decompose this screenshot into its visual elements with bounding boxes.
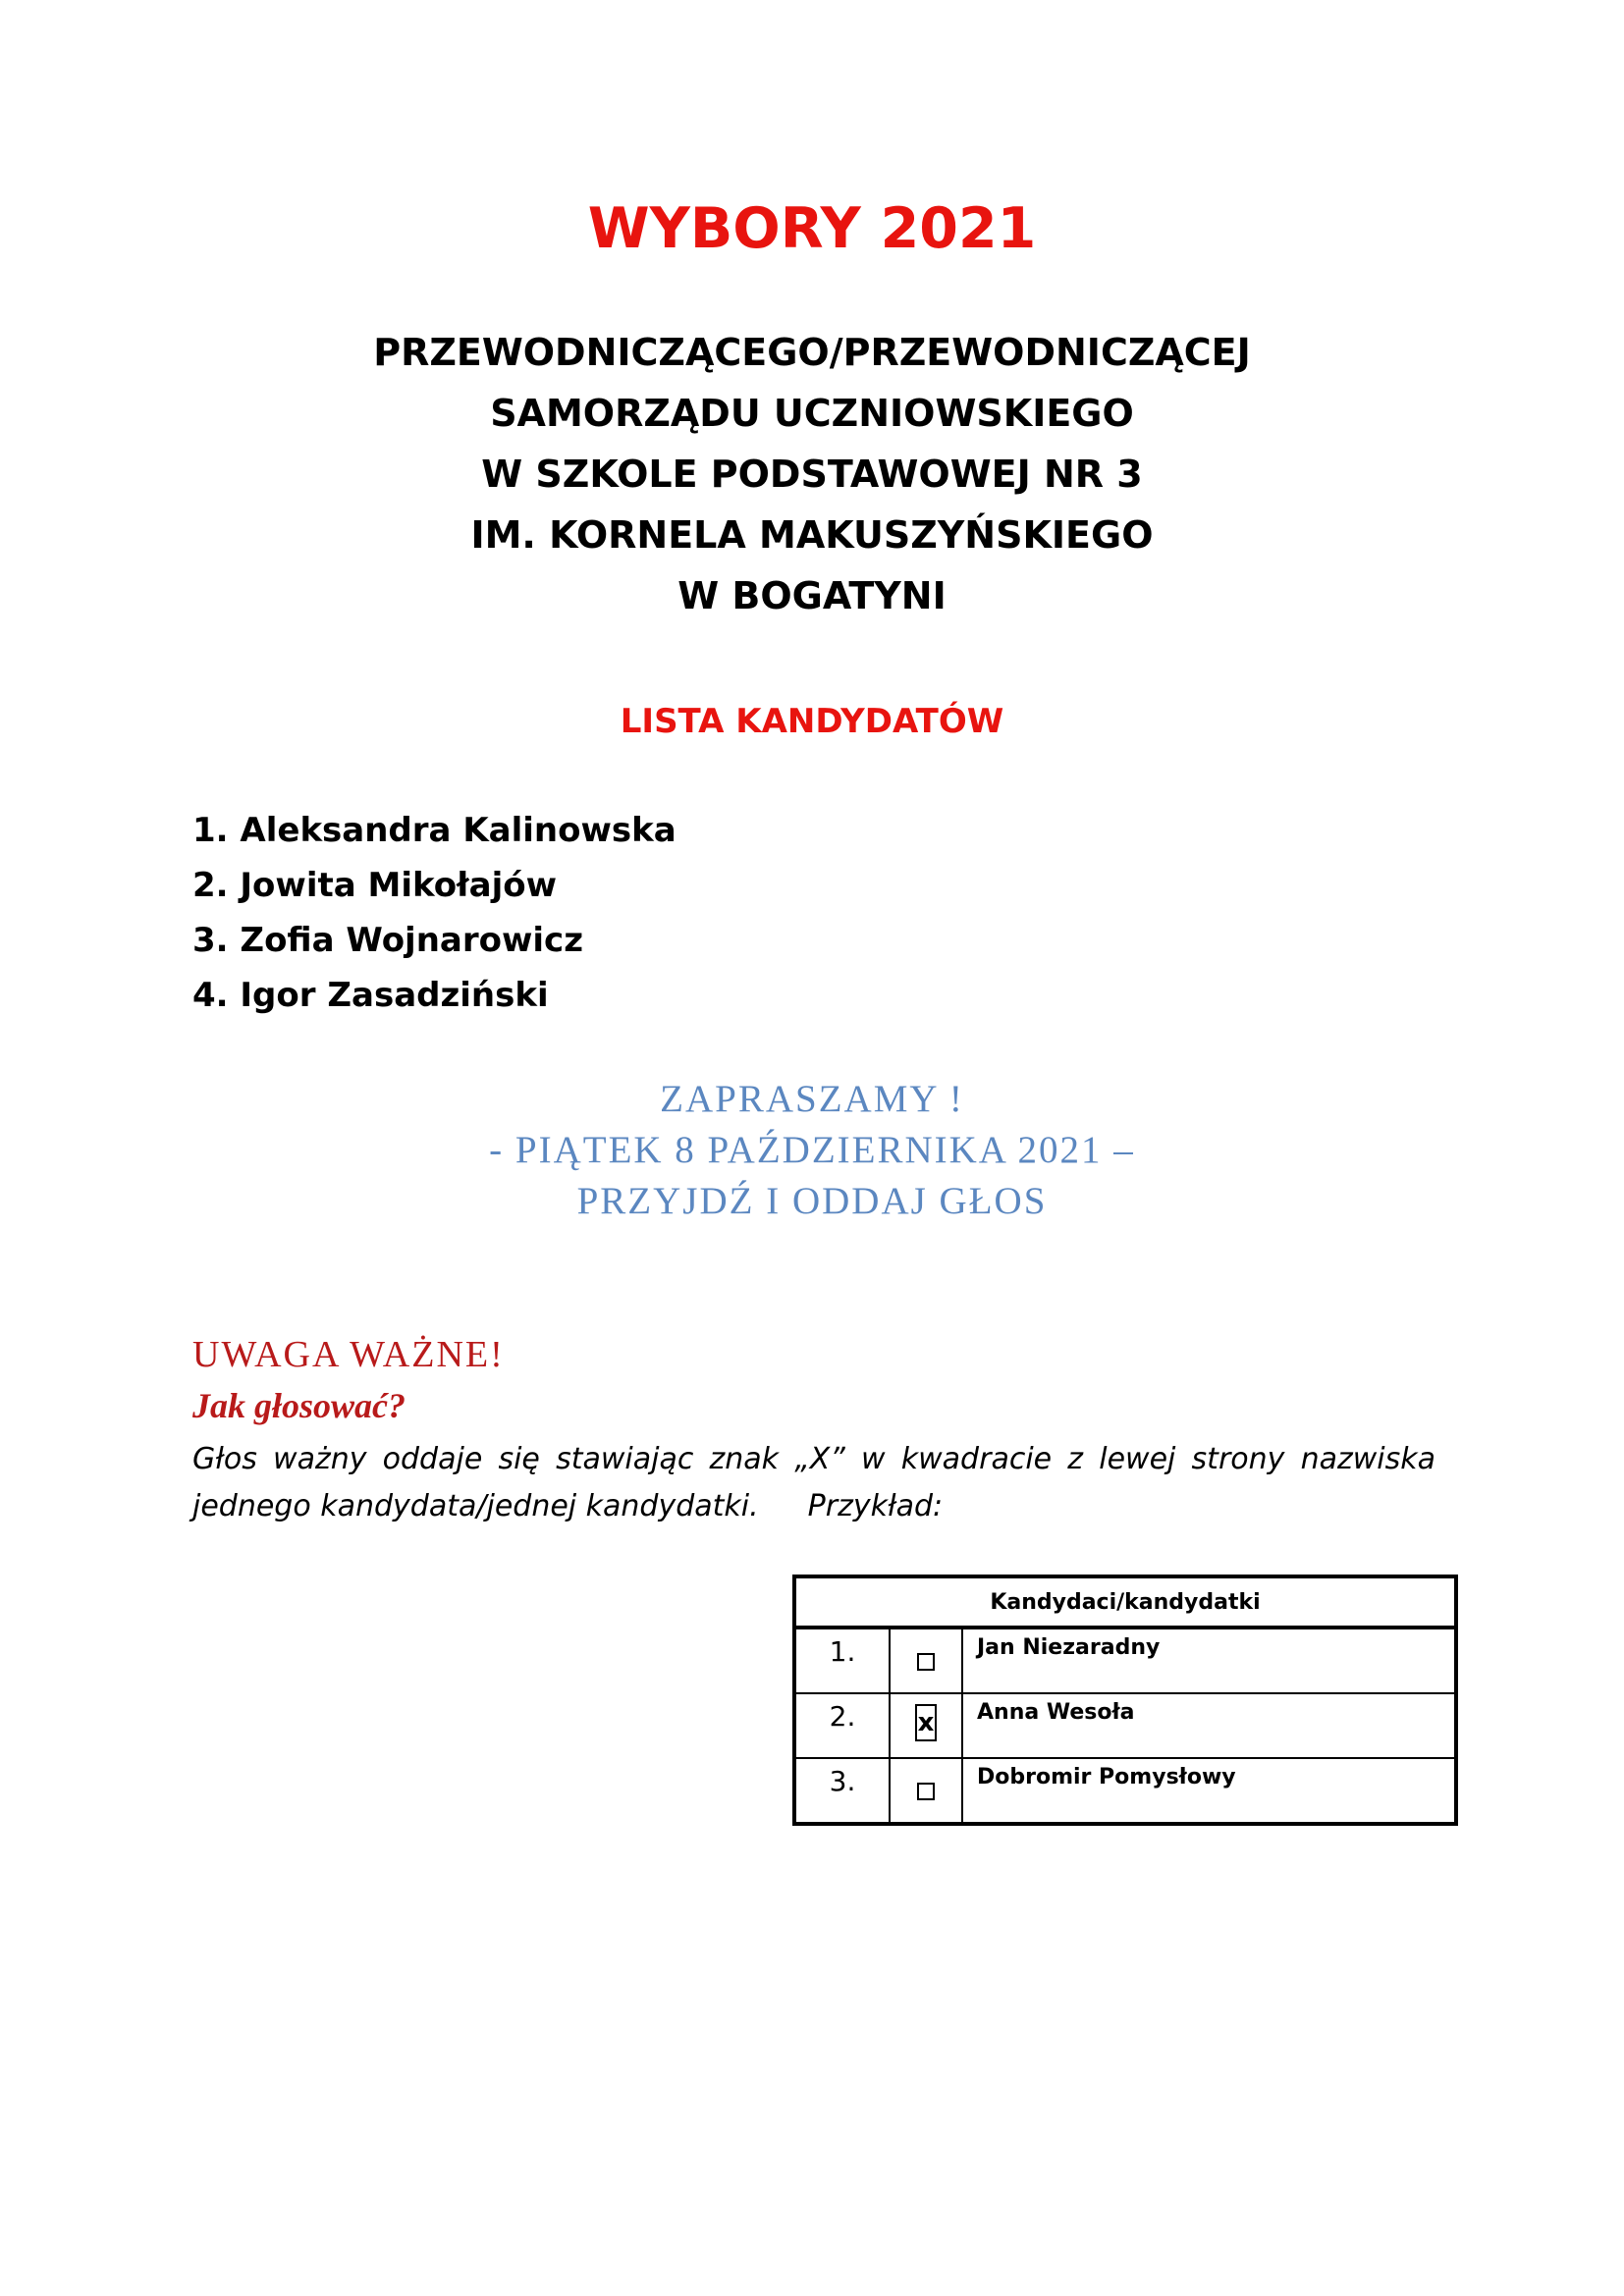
voting-instruction (192, 1436, 1435, 1530)
page-title: WYBORY 2021 (587, 196, 1037, 261)
candidate-list (192, 803, 677, 1023)
ballot-candidate-name: Jan Niezaradny (962, 1628, 1456, 1693)
ballot-checkbox-cell (890, 1693, 962, 1758)
ballot-checkbox-cell (890, 1758, 962, 1824)
invitation-block (0, 1074, 1624, 1227)
example-label: Przykład: (807, 1489, 944, 1523)
ballot-row-number: 2. (794, 1693, 890, 1758)
candidate-list-heading: LISTA KANDYDATÓW (620, 702, 1004, 741)
candidate-item: 4. Igor Zasadziński (192, 976, 549, 1015)
subtitle-line: IM. KORNELA MAKUSZYŃSKIEGO (470, 513, 1154, 557)
marked-checkbox[interactable]: x (915, 1704, 937, 1741)
candidate-item: 3. Zofia Wojnarowicz (192, 921, 583, 960)
ballot-row-number: 1. (794, 1628, 890, 1693)
empty-checkbox[interactable] (917, 1653, 935, 1671)
candidate-item: 1. Aleksandra Kalinowska (192, 811, 677, 850)
ballot-checkbox-cell (890, 1628, 962, 1693)
ballot-candidate-name: Dobromir Pomysłowy (962, 1758, 1456, 1824)
ballot-row (794, 1693, 1456, 1758)
instruction-text: Głos ważny oddaje się stawiając znak „X” w kwadracie z lewej strony nazwiska jednego kandydata/jednej kandydatki. (192, 1442, 1435, 1523)
ballot-row-number: 3. (794, 1758, 890, 1824)
ballot-row (794, 1628, 1456, 1693)
candidate-item: 2. Jowita Mikołajów (192, 866, 558, 905)
subtitle-line: W SZKOLE PODSTAWOWEJ NR 3 (481, 453, 1143, 496)
subtitle-line: SAMORZĄDU UCZNIOWSKIEGO (490, 392, 1134, 435)
ballot-row (794, 1758, 1456, 1824)
ballot-header: Kandydaci/kandydatki (794, 1576, 1456, 1628)
warning-heading: UWAGA WAŻNE! (192, 1334, 505, 1375)
invitation-line: PRZYJDŹ I ODDAJ GŁOS (576, 1180, 1048, 1222)
how-to-vote-heading: Jak głosować? (192, 1386, 406, 1425)
subtitle-line: W BOGATYNI (677, 574, 947, 617)
ballot-candidate-name: Anna Wesoła (962, 1693, 1456, 1758)
election-subtitle (0, 322, 1624, 626)
empty-checkbox[interactable] (917, 1783, 935, 1800)
ballot-header-row (794, 1576, 1456, 1628)
subtitle-line: PRZEWODNICZĄCEGO/PRZEWODNICZĄCEJ (373, 331, 1251, 374)
invitation-line: ZAPRASZAMY ! (660, 1078, 964, 1120)
invitation-line: - PIĄTEK 8 PAŹDZIERNIKA 2021 – (489, 1129, 1135, 1171)
sample-ballot-table (792, 1575, 1458, 1826)
